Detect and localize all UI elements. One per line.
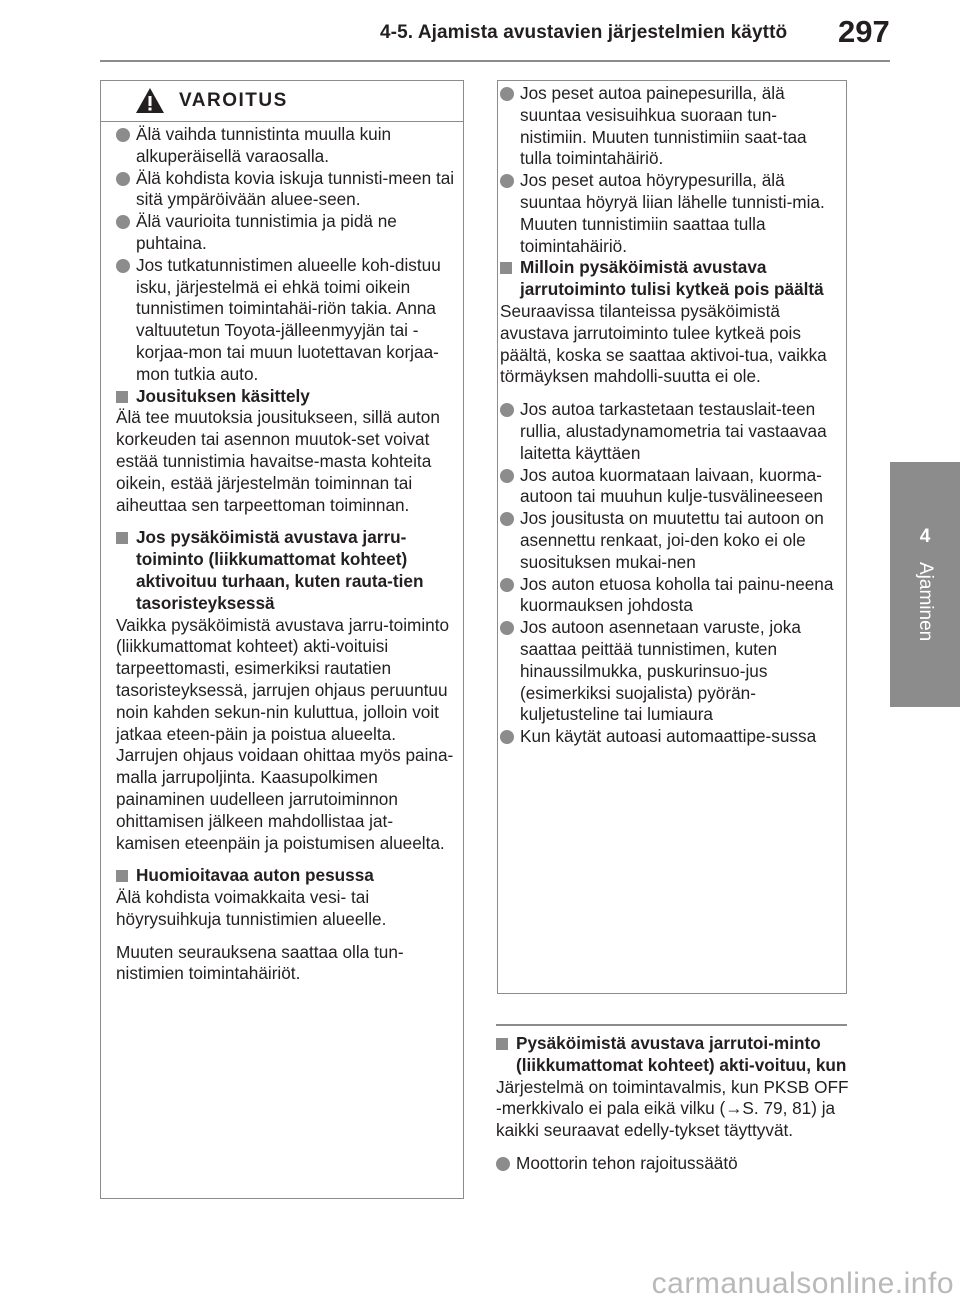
section-heading: Huomioitavaa auton pesussa [116, 865, 456, 887]
page-number: 297 [838, 14, 890, 49]
chapter-label: Ajaminen [915, 562, 936, 642]
header-title: 4-5. Ajamista avustavien järjestelmien käyttö [380, 22, 788, 43]
bullet-item: Älä vaurioita tunnistimia ja pidä ne puhtaina. [116, 211, 456, 255]
bullet-item: Jos autoa kuormataan laivaan, kuorma-autoon tai muuhun kulje-tusvälineeseen [500, 465, 838, 509]
section-paragraph: Vaikka pysäköimistä avustava jarru-toiminto (liikkumattomat kohteet) akti-voituisi tarpeettomasti, esimerkiksi rautatien tasoristeyksessä, jarrujen ohjaus peruuntuu noin kahden sekun-nin kuluttua, jolloin voit jatkaa eteen-päin ja poistua alueelta. Jarrujen ohjaus voidaan ohittaa myös paina-malla jarrupoljinta. Kaasupolkimen painaminen uudelleen jarrutoiminnon ohittamisen jälkeen mahdollistaa jat-kamisen eteenpäin ja poistumisen alueelta. [116, 614, 454, 853]
bullet-item: Jos auton etuosa koholla tai painu-neena kuormauksen johdosta [500, 574, 838, 618]
section-heading: Jos pysäköimistä avustava jarru-toiminto (liikkumattomat kohteet) aktivoituu turhaan, kuten rauta-tien tasoristeyksessä [116, 527, 456, 614]
section-paragraph: Seuraavissa tilanteissa pysäköimistä avustava jarrutoiminto tulee kytkeä pois päältä, koska se saattaa aktivoi-tua, vaikka törmäyksen mahdolli-suutta ei ole. [500, 300, 827, 387]
bullet-item: Jos peset autoa höyrypesurilla, älä suuntaa höyryä liian lähelle tunnisti-mia. Muuten tunnistimiin saattaa tulla toimintahäiriö. [500, 170, 838, 257]
chapter-number: 4 [919, 526, 931, 547]
section-rule [496, 1024, 847, 1026]
warning-title: VAROITUS [179, 90, 288, 111]
section-heading: Pysäköimistä avustava jarrutoi-minto (liikkumattomat kohteet) akti-voituu, kun [496, 1033, 852, 1077]
bullet-item: Kun käytät autoasi automaattipe-sussa [500, 726, 838, 748]
bullet-item: Jos tutkatunnistimen alueelle koh-distuu isku, järjestelmä ei ehkä toimi oikein tunnistimen toimintahäi-riön takia. Anna valtuutetun Toyota-jälleenmyyjän tai -korjaa-mon tai muun luotettavan korjaa-mon tutkia auto. [116, 255, 456, 386]
warning-triangle-icon [135, 87, 165, 114]
chapter-side-tab[interactable] [890, 462, 960, 707]
bullet-item: Älä kohdista kovia iskuja tunnisti-meen tai sitä ympäröivään aluee-seen. [116, 168, 456, 212]
section-heading: Jousituksen käsittely [116, 386, 456, 408]
bullet-item: Jos autoa tarkastetaan testauslait-teen rullia, alustadynamometria tai vastaavaa laitetta käyttäen [500, 399, 838, 464]
section-paragraph: Älä tee muutoksia jousitukseen, sillä auton korkeuden tai asennon muutok-set voivat estää tunnistimia havaitse-masta kohteita oikein, estää järjestelmän toiminnan tai aiheuttaa sen tarpeettoman toiminnan. [116, 407, 440, 515]
header-rule [100, 60, 890, 62]
section-paragraph: Muuten seurauksena saattaa olla tun-nistimien toimintahäiriöt. [116, 941, 404, 984]
bullet-item: Jos autoon asennetaan varuste, joka saattaa peittää tunnistimen, kuten hinaussilmukka, puskurinsuo-jus (esimerkiksi suojalista) pyörän-kuljetusteline tai lumiaura [500, 617, 838, 726]
activation-section [496, 1033, 852, 1175]
warning-content-right [500, 83, 838, 748]
warning-header [101, 81, 463, 122]
section-paragraph: Älä kohdista voimakkaita vesi- tai höyrysuihkuja tunnistimien alueelle. [116, 887, 387, 929]
bullet-item: Jos jousitusta on muutettu tai autoon on asennettu renkaat, joi-den koko ei ole suosituksen mukai-nen [500, 508, 838, 573]
bullet-item: Moottorin tehon rajoitussäätö [496, 1153, 852, 1175]
section-paragraph: Järjestelmä on toimintavalmis, kun PKSB OFF -merkkivalo ei pala eikä vilku (→S. 79, 81) ja kaikki seuraavat edelly-tykset täyttyvät. [496, 1076, 849, 1141]
section-heading: Milloin pysäköimistä avustava jarrutoiminto tulisi kytkeä pois päältä [500, 257, 838, 301]
watermark: carmanualsonline.info [651, 1267, 954, 1300]
warning-content-left [116, 124, 456, 996]
bullet-item: Jos peset autoa painepesurilla, älä suuntaa vesisuihkua suoraan tun-nistimiin. Muuten tunnistimiin saat-taa tulla toimintahäiriö. [500, 83, 838, 170]
bullet-item: Älä vaihda tunnistinta muulla kuin alkuperäisellä varaosalla. [116, 124, 456, 168]
